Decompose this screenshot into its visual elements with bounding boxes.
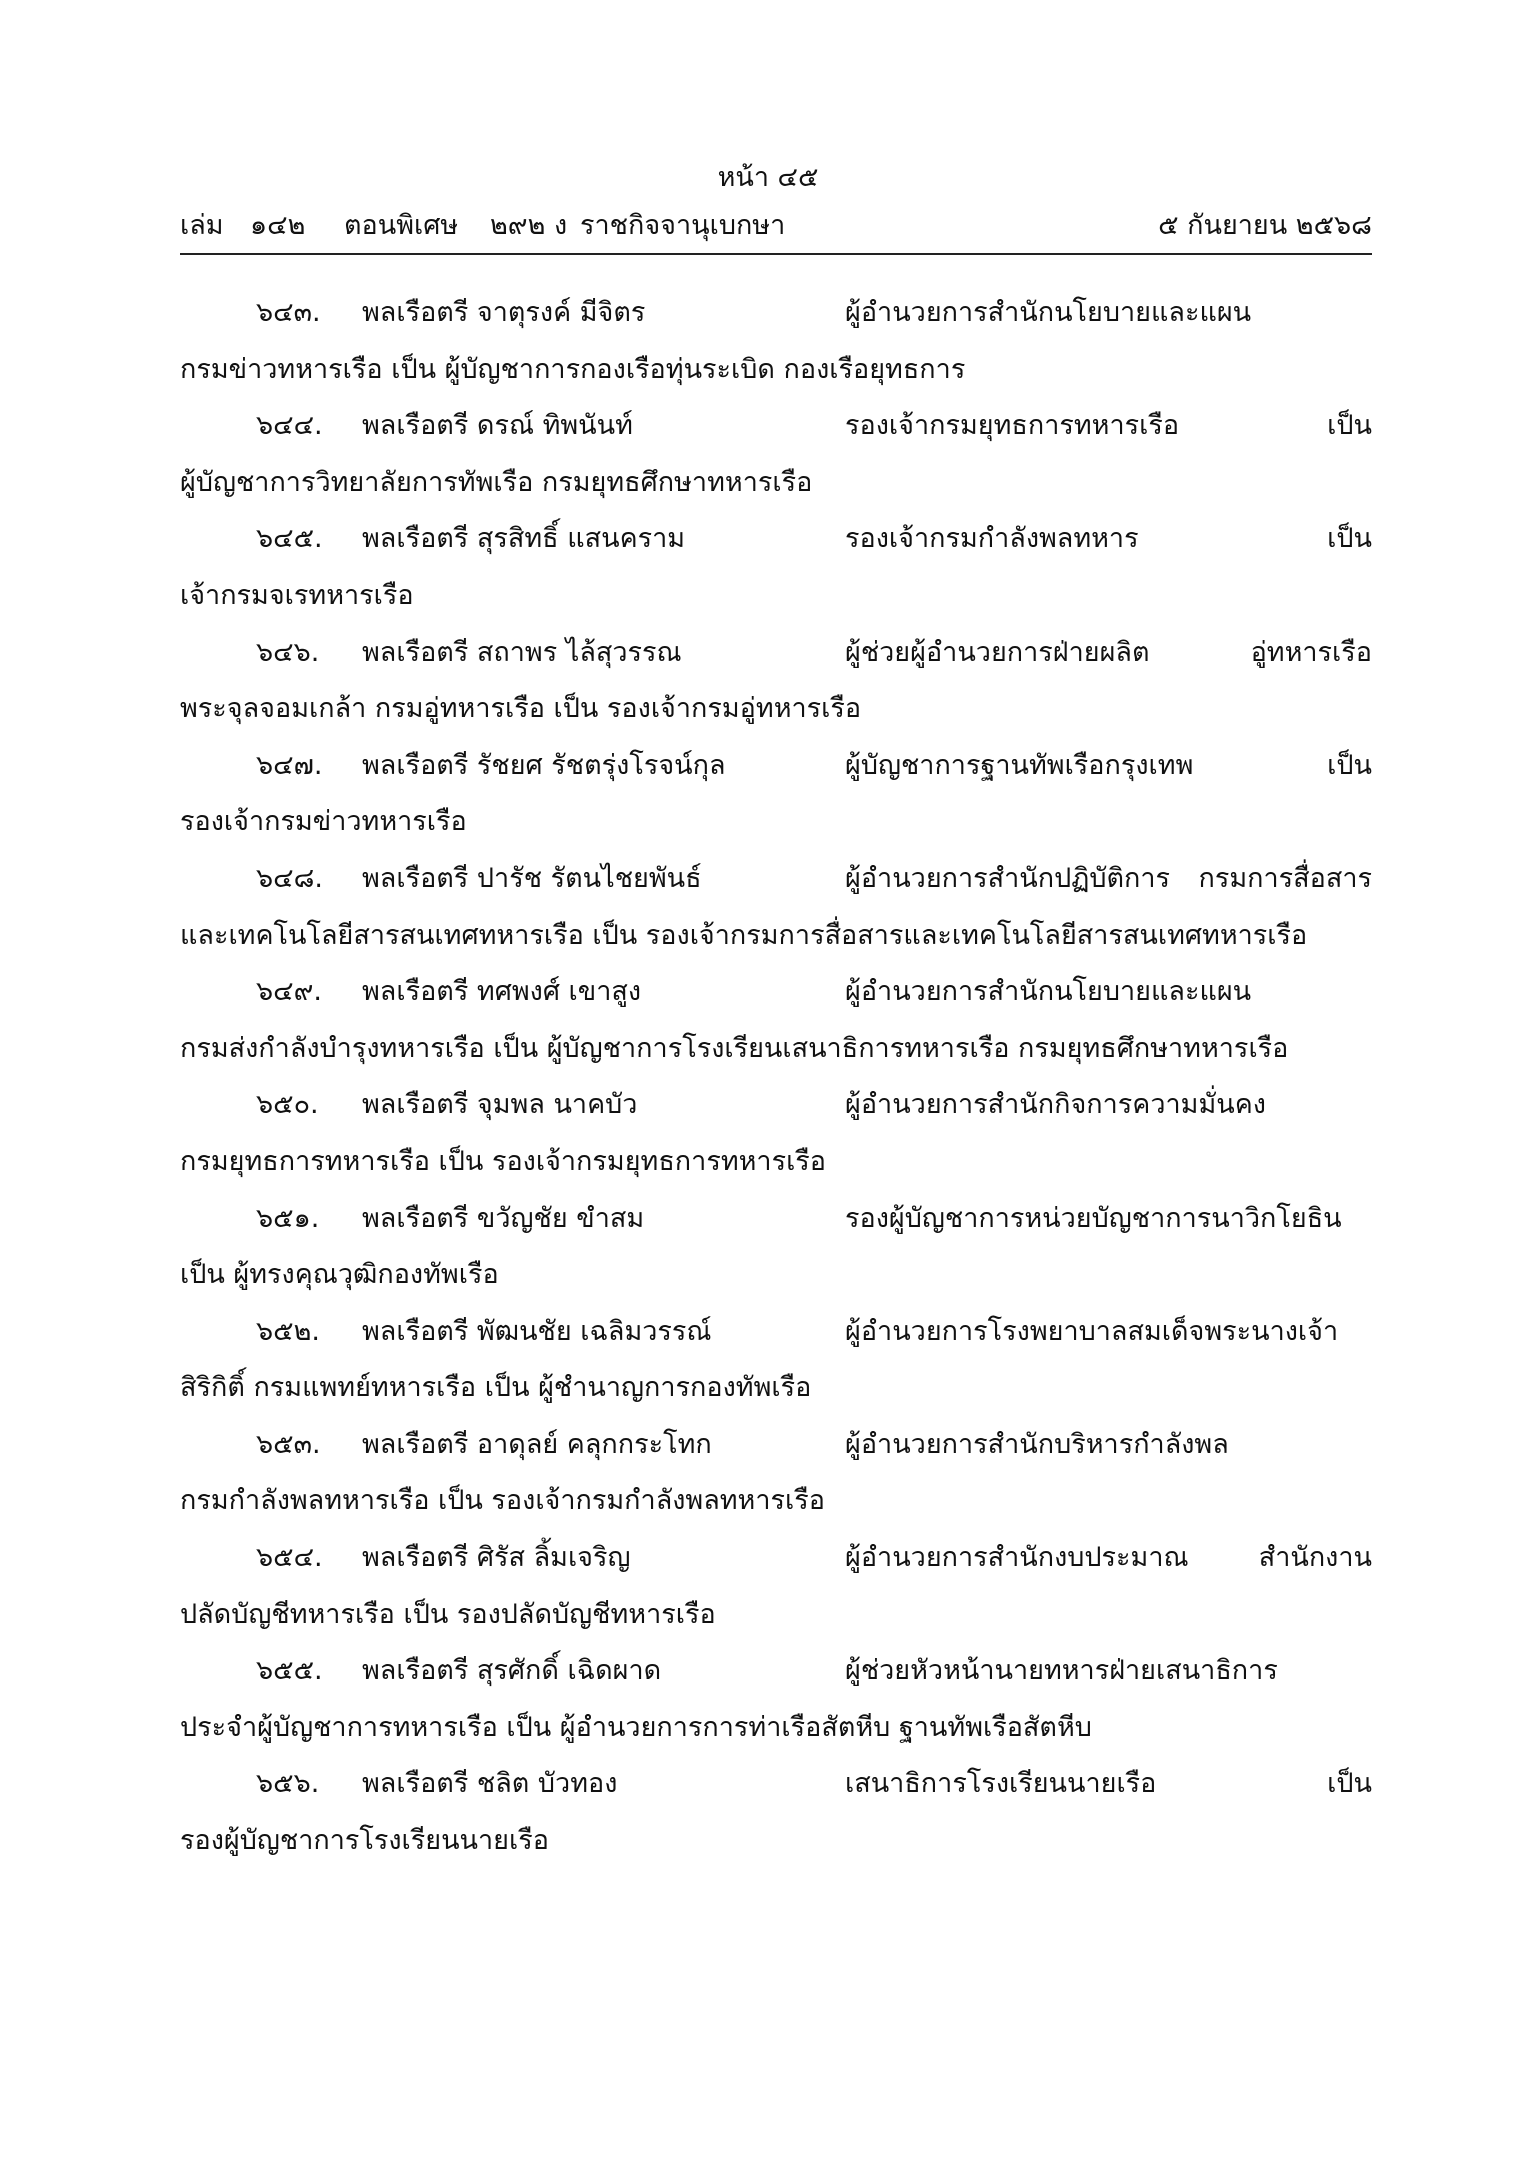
current-position: ผู้อำนวยการสำนักนโยบายและแผน [845,976,1252,1008]
entry-first-line [180,1643,1372,1700]
entry-number: ๖๔๘. [256,862,323,894]
current-position: เสนาธิการโรงเรียนนายเรือ เป็น [845,1768,1372,1800]
entry-first-line [180,738,1372,795]
entry-continuation-line: ปลัดบัญชีทหารเรือ เป็น รองปลัดบัญชีทหารเรือ [180,1598,716,1630]
officer-name: พลเรือตรี พัฒนชัย เฉลิมวรรณ์ [362,1315,712,1347]
entry-number: ๖๔๖. [256,636,320,668]
current-position: ผู้อำนวยการสำนักบริหารกำลังพล [845,1428,1229,1460]
current-position: ผู้อำนวยการสำนักกิจการความมั่นคง [845,1089,1266,1121]
entry-continuation-line: ผู้บัญชาการวิทยาลัยการทัพเรือ กรมยุทธศึกษาทหารเรือ [180,466,813,498]
appointment-entry [180,511,1372,624]
entry-number: ๖๔๓. [256,297,321,328]
entry-first-line [180,1417,1372,1474]
entry-first-line [180,285,1372,342]
officer-name: พลเรือตรี ดรณ์ ทิพนันท์ [362,410,633,442]
officer-name: พลเรือตรี ศิรัส ลิ้มเจริญ [362,1542,631,1574]
entry-continuation-line: เจ้ากรมจเรทหารเรือ [180,579,414,611]
entry-number: ๖๕๓. [256,1428,321,1460]
entry-first-line [180,1530,1372,1587]
header-rule [180,253,1372,255]
officer-name: พลเรือตรี ชลิต บัวทอง [362,1768,618,1800]
current-position: ผู้อำนวยการสำนักงบประมาณ สำนักงาน [845,1542,1372,1574]
officer-name: พลเรือตรี ขวัญชัย ขำสม [362,1202,645,1234]
appointment-entry [180,285,1372,398]
entry-first-line [180,964,1372,1021]
current-position: ผู้อำนวยการสำนักปฏิบัติการ กรมการสื่อสาร [845,862,1372,894]
officer-name: พลเรือตรี สถาพร ไล้สุวรรณ [362,636,682,668]
gazette-header [180,206,1372,246]
entry-continuation-line: เป็น ผู้ทรงคุณวุฒิกองทัพเรือ [180,1259,499,1291]
entry-first-line [180,851,1372,908]
entry-continuation-line: ประจำผู้บัญชาการทหารเรือ เป็น ผู้อำนวยการการท่าเรือสัตหีบ ฐานทัพเรือสัตหีบ [180,1711,1092,1743]
entry-number: ๖๔๔. [256,410,323,442]
entry-number: ๖๕๕. [256,1655,323,1687]
officer-name: พลเรือตรี สุรสิทธิ์ แสนคราม [362,523,686,555]
entry-number: ๖๕๒. [256,1315,320,1347]
appointment-entry [180,964,1372,1077]
officer-name: พลเรือตรี ปารัช รัตนไชยพันธ์ [362,862,702,894]
appointment-entry [180,398,1372,511]
entry-number: ๖๔๗. [256,749,323,781]
current-position: ผู้ช่วยหัวหน้านายทหารฝ่ายเสนาธิการ [845,1655,1278,1687]
officer-name: พลเรือตรี ทศพงศ์ เขาสูง [362,976,642,1008]
appointment-entry [180,851,1372,964]
appointment-entry [180,1530,1372,1643]
entry-continuation-line: กรมยุทธการทหารเรือ เป็น รองเจ้ากรมยุทธการทหารเรือ [180,1145,827,1177]
entry-continuation-line: และเทคโนโลยีสารสนเทศทหารเรือ เป็น รองเจ้ากรมการสื่อสารและเทคโนโลยีสารสนเทศทหารเรือ [180,919,1308,951]
volume-number: ๑๔๒ [250,210,306,241]
entry-number: ๖๔๕. [256,523,323,555]
issue-number: ๒๙๒ ง [490,210,568,241]
entry-continuation-line: รองผู้บัญชาการโรงเรียนนายเรือ [180,1825,549,1857]
officer-name: พลเรือตรี จุมพล นาคบัว [362,1089,638,1121]
appointment-entry [180,1643,1372,1756]
appointment-entry [180,1191,1372,1304]
current-position: ผู้บัญชาการฐานทัพเรือกรุงเทพ เป็น [845,749,1372,781]
officer-name: พลเรือตรี จาตุรงค์ มีจิตร [362,297,646,328]
appointment-entry [180,1756,1372,1869]
gazette-title: ราชกิจจานุเบกษา [580,210,786,241]
entry-first-line [180,625,1372,682]
entry-first-line [180,1191,1372,1248]
entry-continuation-line: กรมข่าวทหารเรือ เป็น ผู้บัญชาการกองเรือทุ่นระเบิด กองเรือยุทธการ [180,353,966,385]
entry-first-line [180,398,1372,455]
entry-first-line [180,1304,1372,1361]
entry-number: ๖๕๐. [256,1089,319,1121]
volume-label: เล่ม [180,210,224,241]
entry-number: ๖๕๑. [256,1202,320,1234]
current-position: ผู้ช่วยผู้อำนวยการฝ่ายผลิต อู่ทหารเรือ [845,636,1372,668]
entry-continuation-line: รองเจ้ากรมข่าวทหารเรือ [180,806,467,838]
current-position: รองผู้บัญชาการหน่วยบัญชาการนาวิกโยธิน [845,1202,1342,1234]
current-position: รองเจ้ากรมกำลังพลทหาร เป็น [845,523,1372,555]
entry-continuation-line: กรมกำลังพลทหารเรือ เป็น รองเจ้ากรมกำลังพลทหารเรือ [180,1485,825,1517]
appointment-entry [180,1077,1372,1190]
entry-number: ๖๕๖. [256,1768,320,1800]
entry-number: ๖๔๙. [256,976,322,1008]
officer-name: พลเรือตรี รัชยศ รัชตรุ่งโรจน์กุล [362,749,726,781]
entry-number: ๖๕๔. [256,1542,323,1574]
officer-name: พลเรือตรี สุรศักดิ์ เฉิดผาด [362,1655,662,1687]
page-number: หน้า ๔๕ [717,162,819,193]
entry-continuation-line: กรมส่งกำลังบำรุงทหารเรือ เป็น ผู้บัญชาการโรงเรียนเสนาธิการทหารเรือ กรมยุทธศึกษาทหารเรือ [180,1032,1289,1064]
entry-continuation-line: พระจุลจอมเกล้า กรมอู่ทหารเรือ เป็น รองเจ้ากรมอู่ทหารเรือ [180,693,862,725]
appointment-entry [180,625,1372,738]
appointment-entry [180,1417,1372,1530]
entry-first-line [180,1077,1372,1134]
entry-continuation-line: สิริกิติ์ กรมแพทย์ทหารเรือ เป็น ผู้ชำนาญการกองทัพเรือ [180,1372,812,1404]
issue-label: ตอนพิเศษ [344,210,459,241]
appointment-list [180,285,1372,1870]
entry-first-line [180,511,1372,568]
current-position: รองเจ้ากรมยุทธการทหารเรือ เป็น [845,410,1372,442]
publication-date: ๕ กันยายน ๒๕๖๘ [1158,210,1372,241]
entry-first-line [180,1756,1372,1813]
officer-name: พลเรือตรี อาดุลย์ คลุกกระโทก [362,1428,712,1460]
appointment-entry [180,738,1372,851]
current-position: ผู้อำนวยการโรงพยาบาลสมเด็จพระนางเจ้า [845,1315,1339,1347]
current-position: ผู้อำนวยการสำนักนโยบายและแผน [845,297,1252,328]
appointment-entry [180,1304,1372,1417]
